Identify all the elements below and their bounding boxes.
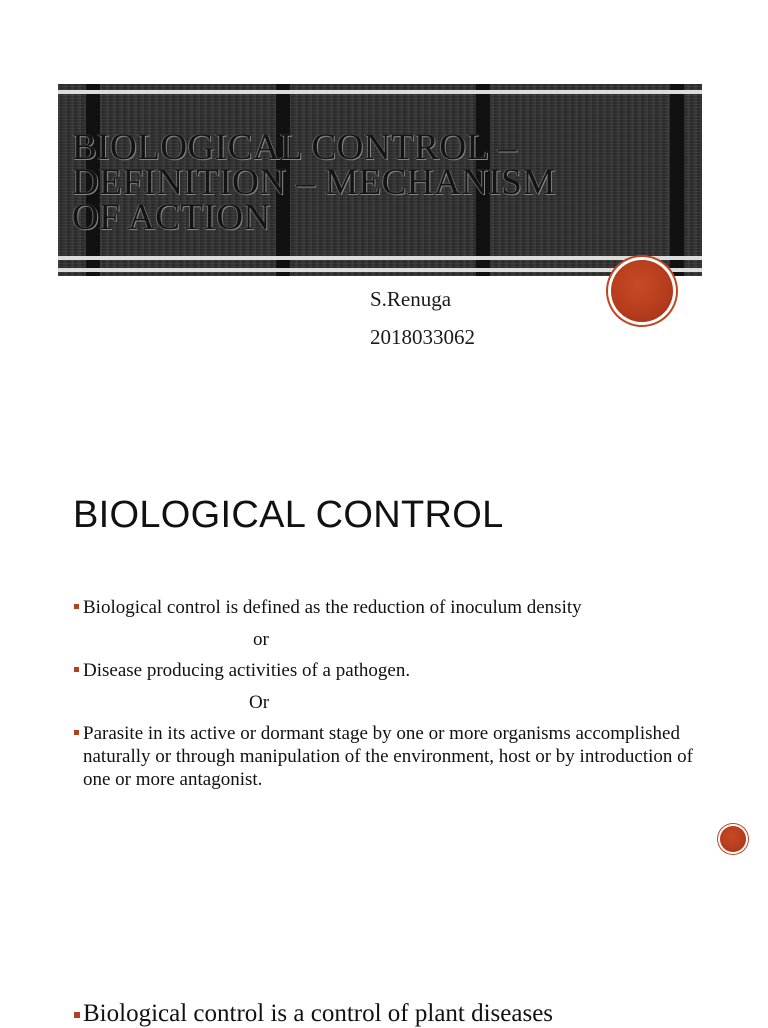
slide-heading: BIOLOGICAL CONTROL: [73, 494, 504, 536]
slide-title: BIOLOGICAL CONTROL – DEFINITION – MECHANISM OF ACTION: [72, 127, 556, 238]
bullet-marker: [74, 730, 79, 735]
author-name: S.Renuga: [370, 287, 452, 311]
connector-text: or: [253, 629, 269, 650]
bullet-item: [74, 722, 723, 791]
registration-number: 2018033062: [370, 325, 475, 349]
bullet-item: [74, 659, 410, 682]
bullet-text: Disease producing activities of a pathogen.: [83, 660, 411, 681]
bullet-marker: [74, 1012, 80, 1018]
decorative-circle: [720, 826, 746, 852]
banner-stripe: [670, 84, 684, 276]
bullet-text: Biological control is a control of plant diseases: [83, 1000, 554, 1027]
connector-text: Or: [249, 692, 270, 713]
banner-band: [58, 256, 702, 260]
decorative-circle: [611, 260, 673, 322]
bullet-marker: [74, 667, 79, 672]
title-slide: [0, 0, 768, 420]
banner-band: [58, 90, 702, 94]
title-banner: [58, 84, 702, 276]
bullet-text: Biological control is defined as the reduction of inoculum density: [83, 597, 582, 618]
bullet-text: Parasite in its active or dormant stage by one or more organisms accomplished naturally or through manipulation of the environment, host or by introduction of one or more antagonist.: [83, 723, 693, 790]
banner-band: [58, 268, 702, 272]
bullet-item: [74, 596, 582, 619]
bullet-marker: [74, 604, 79, 609]
